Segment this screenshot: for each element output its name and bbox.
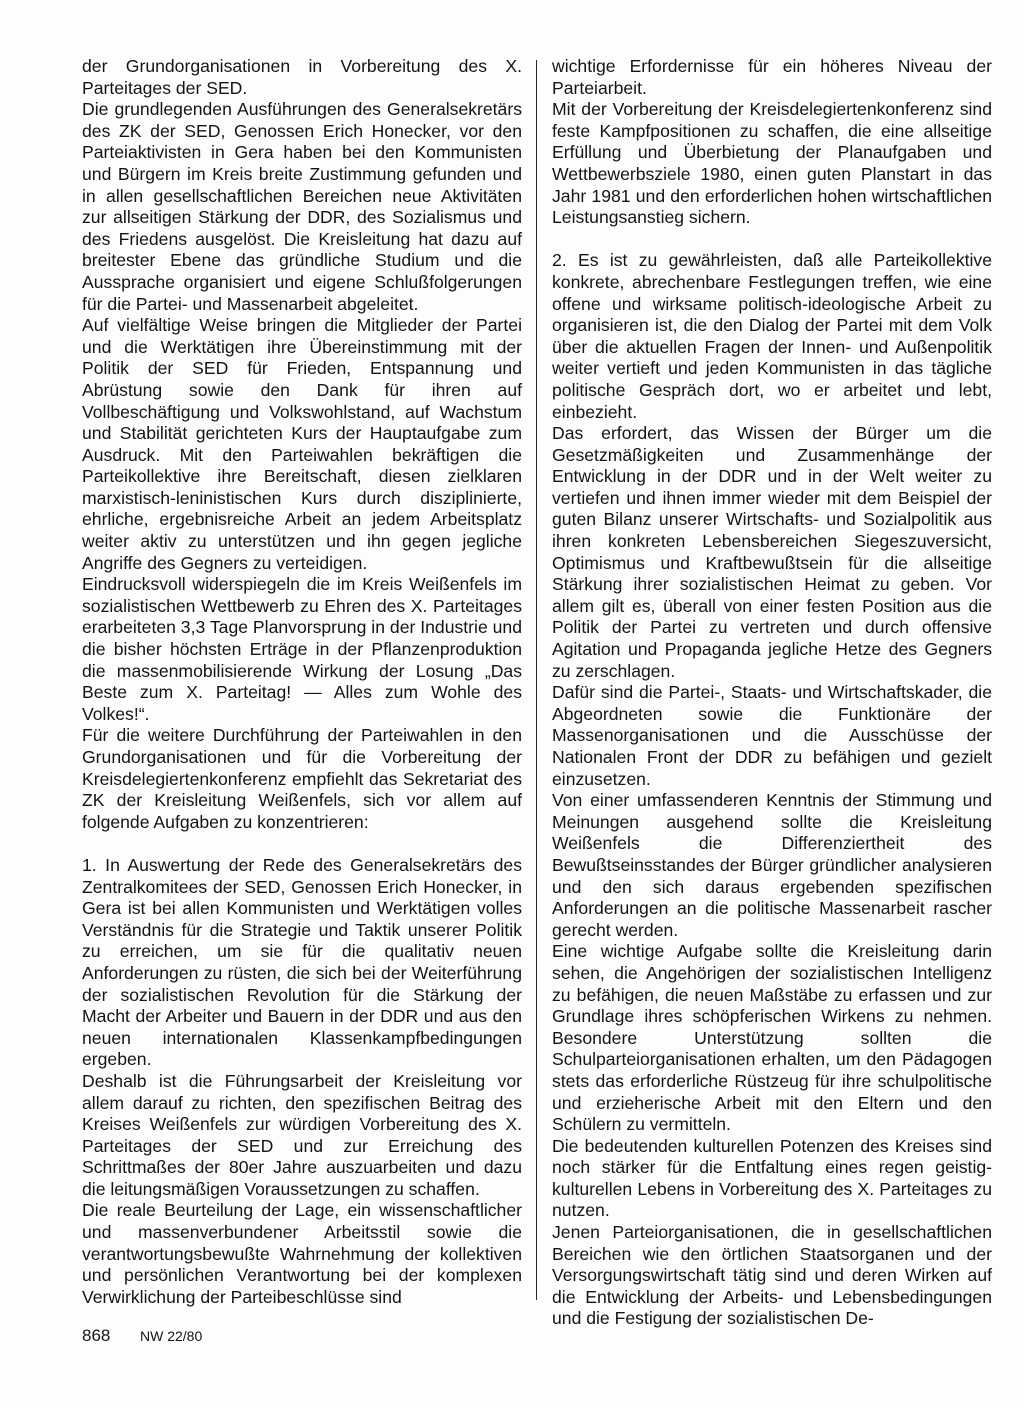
paragraph: Die grundlegenden Ausführungen des Generalsekretärs des ZK der SED, Genossen Erich Honecker, vor den Parteiaktivisten in Gera haben bei den Kommunisten und Bürgern im Kreis breite Zustimmung gefunden und in allen gesellschaftlichen Bereichen neue Aktivitäten zur allseitigen Stärkung der DDR, des Sozialismus und des Friedens ausgelöst. Die Kreisleitung hat dazu auf breitester Ebene das gründliche Studium und die Aussprache organisiert und eigene Schlußfolgerungen für die Partei- und Massenarbeit abgeleitet. (82, 99, 522, 314)
paragraph: der Grundorganisationen in Vorbereitung des X. Parteitages der SED. (82, 56, 522, 98)
paragraph: Die bedeutenden kulturellen Potenzen des Kreises sind noch stärker für die Entfaltung eines regen geistig-kulturellen Lebens in Vorbereitung des X. Parteitages zu nutzen. (552, 1135, 992, 1221)
paragraph: Von einer umfassenderen Kenntnis der Stimmung und Meinungen ausgehend sollte die Kreisleitung Weißenfels die Differenziertheit des Bewußtseinsstandes der Bürger gründlicher analysieren und den sich daraus ergebenden spezifischen Anforderungen an die politische Massenarbeit rascher gerecht werden. (552, 790, 992, 940)
paragraph: 2. Es ist zu gewährleisten, daß alle Parteikollektive konkrete, abrechenbare Festlegungen treffen, wie eine offene und wirksame politisch-ideologische Arbeit zu organisieren ist, die den Dialog der Partei mit dem Volk über die aktuellen Fragen der Innen- und Außenpolitik weiter vertieft und jeden Kommunisten in das tägliche politische Gespräch dort, wo er arbeitet und lebt, einbezieht. (552, 250, 992, 422)
paragraph: Auf vielfältige Weise bringen die Mitglieder der Partei und die Werktätigen ihre Übereinstimmung mit der Politik der SED für Frieden, Entspannung und Abrüstung sowie den Dank für ihren auf Vollbeschäftigung und Volkswohlstand, auf Wachstum und Stabilität gerichteten Kurs der Hauptaufgabe zum Ausdruck. Mit den Parteiwahlen bekräftigen die Parteikollektive ihre Bereitschaft, diesen zielklaren marxistisch-leninistischen Kurs durch disziplinierte, ehrliche, ergebnisreiche Arbeit an jedem Arbeitsplatz weiter aktiv zu unterstützen und ihn gegen jegliche Angriffe des Gegners zu verteidigen. (82, 315, 522, 573)
paragraph: Dafür sind die Partei-, Staats- und Wirtschaftskader, die Abgeordneten sowie die Funktionäre der Massenorganisationen und die Ausschüsse der Nationalen Front der DDR zu befähigen und gezielt einzusetzen. (552, 682, 992, 789)
paragraph: Eindrucksvoll widerspiegeln die im Kreis Weißenfels im sozialistischen Wettbewerb zu Ehren des X. Parteitages erarbeiteten 3,3 Tage Planvorsprung in der Industrie und die bisher höchsten Erträge in der Pflanzenproduktion die massenmobilisierende Wirkung der Losung „Das Beste zum X. Parteitag! — Alles zum Wohle des Volkes!“. (82, 574, 522, 724)
paragraph: Eine wichtige Aufgabe sollte die Kreisleitung darin sehen, die Angehörigen der sozialistischen Intelligenz zu befähigen, die neuen Maßstäbe zu erfassen und zur Grundlage ihres schöpferischen Wirkens zu nehmen. Besondere Unterstützung sollten die Schulparteiorganisationen erhalten, um den Pädagogen stets das erforderliche Rüstzeug für ihre schulpolitische und erzieherische Arbeit mit den Eltern und den Schülern zu vermitteln. (552, 941, 992, 1135)
paragraph: Die reale Beurteilung der Lage, ein wissenschaftlicher und massenverbundener Arbeitsstil sowie die verantwortungsbewußte Wahrnehmung der kollektiven und persönlichen Verantwortung bei der komplexen Verwirklichung der Parteibeschlüsse sind (82, 1200, 522, 1307)
right-text-column (552, 56, 992, 1330)
paragraph: Für die weitere Durchführung der Parteiwahlen in den Grundorganisationen und für die Vorbereitung der Kreisdelegiertenkonferenz empfiehlt das Sekretariat des ZK der Kreisleitung Weißenfels, sich vor allem auf folgende Aufgaben zu konzentrieren: (82, 725, 522, 832)
paragraph: Jenen Parteiorganisationen, die in gesellschaftlichen Bereichen wie den örtlichen Staatsorganen und der Versorgungswirtschaft tätig sind und deren Wirken auf die Entwicklung der Arbeits- und Lebensbedingungen und die Festigung der sozialistischen De- (552, 1222, 992, 1329)
paragraph: wichtige Erfordernisse für ein höheres Niveau der Parteiarbeit. (552, 56, 992, 98)
paragraph: Mit der Vorbereitung der Kreisdelegiertenkonferenz sind feste Kampfpositionen zu schaffen, die eine allseitige Erfüllung und Überbietung der Planaufgaben und Wettbewerbsziele 1980, einen guten Planstart in das Jahr 1981 und den erforderlichen hohen wirtschaftlichen Leistungsanstieg sichern. (552, 99, 992, 228)
page-number: 868 (82, 1326, 111, 1345)
paragraph: Das erfordert, das Wissen der Bürger um die Gesetzmäßigkeiten und Zusammenhänge der Entwicklung in der DDR und in der Welt weiter zu vertiefen und ihnen immer wieder mit dem Beispiel der guten Bilanz unserer Wirtschafts- und Sozialpolitik aus ihren konkreten Lebensbereichen Siegeszuversicht, Optimismus und Kraftbewußtsein für die allseitige Stärkung ihrer sozialistischen Heimat zu geben. Vor allem gilt es, überall von einer festen Position aus die Politik der Partei zu vertreten und durch offensive Agitation und Propaganda jegliche Hetze des Gegners zu zerschlagen. (552, 423, 992, 681)
issue-label: NW 22/80 (140, 1328, 203, 1344)
paragraph: 1. In Auswertung der Rede des Generalsekretärs des Zentralkomitees der SED, Genossen Erich Honecker, in Gera ist bei allen Kommunisten und Werktätigen volles Verständnis für die Strategie und Taktik unserer Politik zu erreichen, um sie für die qualitativ neuen Anforderungen zu rüsten, die sich bei der Weiterführung der sozialistischen Revolution für die Stärkung der Macht der Arbeiter und Bauern in der DDR und aus den neuen internationalen Klassenkampfbedingungen ergeben. (82, 854, 522, 1070)
paragraph: Deshalb ist die Führungsarbeit der Kreisleitung vor allem darauf zu richten, den spezifischen Beitrag des Kreises Weißenfels zur würdigen Vorbereitung des X. Parteitages der SED und zur Erreichung des Schrittmaßes der 80er Jahre auszuarbeiten und dazu die leitungsmäßigen Voraussetzungen zu schaffen. (82, 1070, 522, 1199)
left-text-column (82, 56, 522, 1308)
column-divider (536, 60, 537, 1300)
